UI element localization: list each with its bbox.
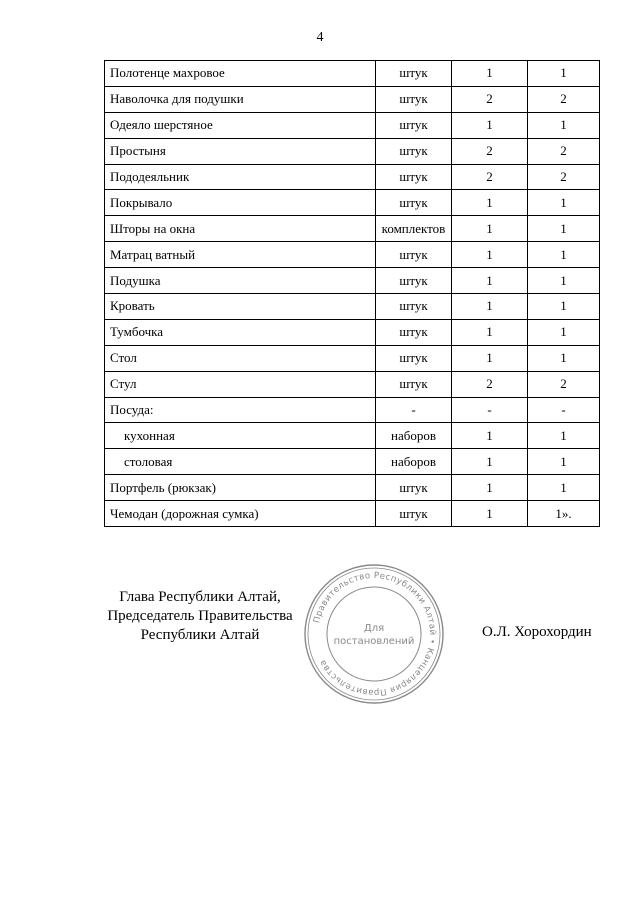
item-qty-1: 2 xyxy=(452,138,528,164)
table-row xyxy=(105,475,600,501)
item-name: Посуда: xyxy=(105,397,376,423)
stamp-ring-text: Правительство Республики Алтай • Канцелярия Правительства xyxy=(312,570,438,698)
item-qty-2: 2 xyxy=(528,371,600,397)
item-name: Простыня xyxy=(105,138,376,164)
table-row xyxy=(105,268,600,294)
item-qty-2: 1 xyxy=(528,475,600,501)
item-name: Кровать xyxy=(105,294,376,320)
item-unit: наборов xyxy=(376,423,452,449)
item-name: Пододеяльник xyxy=(105,164,376,190)
item-qty-1: 1 xyxy=(452,345,528,371)
item-qty-1: 1 xyxy=(452,242,528,268)
stamp-center-line: Для xyxy=(363,623,385,634)
item-unit: штук xyxy=(376,501,452,527)
item-unit: штук xyxy=(376,61,452,87)
item-unit: штук xyxy=(376,112,452,138)
item-name: кухонная xyxy=(105,423,376,449)
item-name: Покрывало xyxy=(105,190,376,216)
position-line: Республики Алтай xyxy=(140,627,260,643)
item-name: Чемодан (дорожная сумка) xyxy=(105,501,376,527)
item-unit: наборов xyxy=(376,449,452,475)
item-qty-1: 2 xyxy=(452,86,528,112)
table-row xyxy=(105,216,600,242)
table-row xyxy=(105,86,600,112)
item-qty-2: - xyxy=(528,397,600,423)
item-name: Стол xyxy=(105,345,376,371)
item-name: Тумбочка xyxy=(105,319,376,345)
item-qty-1: 2 xyxy=(452,371,528,397)
stamp-center-line: постановлений xyxy=(333,636,415,647)
item-qty-1: 1 xyxy=(452,268,528,294)
item-qty-1: - xyxy=(452,397,528,423)
table-row xyxy=(105,319,600,345)
item-qty-1: 1 xyxy=(452,319,528,345)
table-row xyxy=(105,138,600,164)
item-qty-2: 1 xyxy=(528,449,600,475)
item-qty-2: 2 xyxy=(528,164,600,190)
item-name: Полотенце махровое xyxy=(105,61,376,87)
table-row xyxy=(105,61,600,87)
table-row xyxy=(105,294,600,320)
item-unit: штук xyxy=(376,138,452,164)
item-qty-2: 1 xyxy=(528,242,600,268)
item-unit: комплектов xyxy=(376,216,452,242)
table-row xyxy=(105,345,600,371)
item-qty-2: 1 xyxy=(528,294,600,320)
table-row xyxy=(105,190,600,216)
item-qty-1: 1 xyxy=(452,475,528,501)
table-row xyxy=(105,449,600,475)
table-row xyxy=(105,164,600,190)
item-unit: штук xyxy=(376,268,452,294)
item-qty-1: 2 xyxy=(452,164,528,190)
item-qty-2: 1 xyxy=(528,319,600,345)
item-unit: штук xyxy=(376,345,452,371)
item-qty-2: 1». xyxy=(528,501,600,527)
item-name: Одеяло шерстяное xyxy=(105,112,376,138)
item-unit: штук xyxy=(376,190,452,216)
item-qty-2: 1 xyxy=(528,423,600,449)
item-qty-2: 1 xyxy=(528,216,600,242)
item-unit: штук xyxy=(376,294,452,320)
item-name: Портфель (рюкзак) xyxy=(105,475,376,501)
stamp-inner-ring xyxy=(327,587,421,681)
table-row xyxy=(105,112,600,138)
table-row xyxy=(105,501,600,527)
item-qty-1: 1 xyxy=(452,449,528,475)
items-table xyxy=(104,60,600,527)
signatory-position xyxy=(100,588,300,645)
item-unit: штук xyxy=(376,164,452,190)
item-unit: штук xyxy=(376,475,452,501)
stamp-outer-ring xyxy=(305,565,443,703)
item-qty-2: 1 xyxy=(528,190,600,216)
item-qty-1: 1 xyxy=(452,501,528,527)
item-unit: штук xyxy=(376,86,452,112)
item-name: Наволочка для подушки xyxy=(105,86,376,112)
item-unit: штук xyxy=(376,371,452,397)
item-qty-2: 2 xyxy=(528,138,600,164)
item-qty-1: 1 xyxy=(452,423,528,449)
stamp-outer-ring-inner xyxy=(308,568,440,700)
item-qty-2: 1 xyxy=(528,345,600,371)
item-unit: штук xyxy=(376,242,452,268)
item-unit: штук xyxy=(376,319,452,345)
item-name: Стул xyxy=(105,371,376,397)
item-name: Матрац ватный xyxy=(105,242,376,268)
item-name: Шторы на окна xyxy=(105,216,376,242)
item-qty-1: 1 xyxy=(452,61,528,87)
position-line: Председатель Правительства xyxy=(107,608,293,624)
item-qty-2: 1 xyxy=(528,61,600,87)
item-qty-1: 1 xyxy=(452,216,528,242)
item-qty-2: 1 xyxy=(528,268,600,294)
table-row xyxy=(105,242,600,268)
item-unit: - xyxy=(376,397,452,423)
item-qty-2: 1 xyxy=(528,112,600,138)
table-row xyxy=(105,423,600,449)
official-stamp xyxy=(303,563,445,705)
page-number: 4 xyxy=(316,30,324,45)
table-row xyxy=(105,397,600,423)
item-qty-1: 1 xyxy=(452,112,528,138)
item-qty-2: 2 xyxy=(528,86,600,112)
position-line: Глава Республики Алтай, xyxy=(119,589,281,605)
table-row xyxy=(105,371,600,397)
item-name: столовая xyxy=(105,449,376,475)
item-qty-1: 1 xyxy=(452,294,528,320)
item-qty-1: 1 xyxy=(452,190,528,216)
signatory-name: О.Л. Хорохордин xyxy=(482,624,592,640)
item-name: Подушка xyxy=(105,268,376,294)
